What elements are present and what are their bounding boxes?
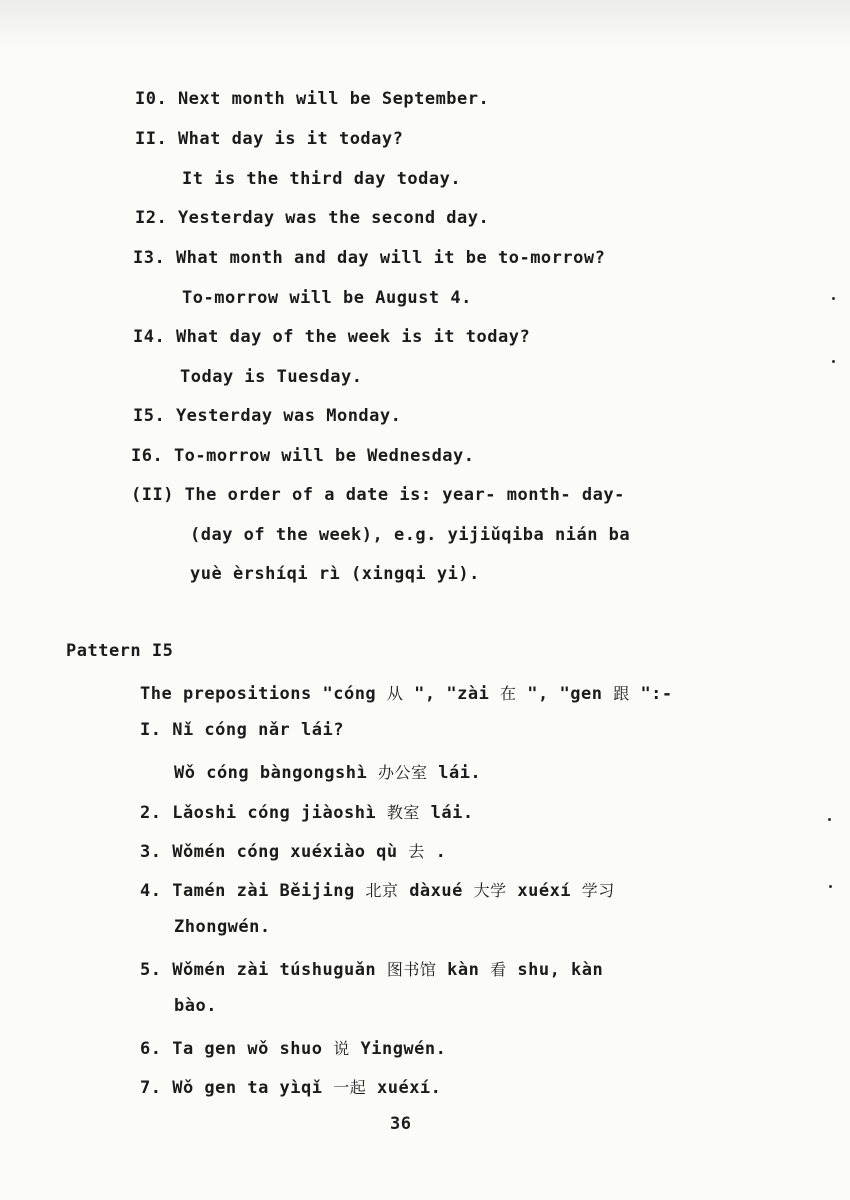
page-edge-shadow — [0, 0, 850, 48]
text-line: I. Nǐ cóng nǎr lái? — [140, 720, 344, 740]
text-line: 6. Ta gen wǒ shuo 说 Yingwén. — [140, 1039, 447, 1059]
text-line: yuè èrshíqi rì (xingqi yi). — [190, 564, 480, 584]
chinese-characters: 去 — [408, 842, 425, 861]
chinese-characters: 大学 — [473, 881, 507, 900]
text-line: Wǒ cóng bàngongshì 办公室 lái. — [174, 763, 482, 783]
scan-speck — [828, 818, 831, 821]
text-line: 5. Wǒmén zài túshuguǎn 图书馆 kàn 看 shu, kàn — [140, 960, 604, 980]
text-line: Today is Tuesday. — [180, 367, 363, 387]
scan-speck — [829, 885, 832, 888]
text-line: I4. What day of the week is it today? — [133, 327, 531, 347]
text-line: 4. Tamén zài Běijing 北京 dàxué 大学 xuéxí 学习 — [140, 881, 615, 901]
chinese-characters: 教室 — [386, 803, 420, 822]
text-line: 2. Lǎoshi cóng jiàoshì 教室 lái. — [140, 803, 474, 823]
text-line: (II) The order of a date is: year- month- day- — [131, 485, 625, 505]
chinese-characters: 跟 — [613, 684, 630, 703]
text-line: To-morrow will be August 4. — [182, 288, 472, 308]
scan-speck — [832, 360, 835, 363]
chinese-characters: 图书馆 — [386, 960, 437, 979]
text-line: I3. What month and day will it be to-morrow? — [133, 248, 606, 268]
text-line: I2. Yesterday was the second day. — [135, 208, 490, 228]
text-line: I0. Next month will be September. — [135, 89, 490, 109]
text-line: II. What day is it today? — [135, 129, 404, 149]
text-line: (day of the week), e.g. yijiǔqiba nián ba — [190, 525, 631, 545]
page-number: 36 — [390, 1114, 412, 1134]
chinese-characters: 看 — [490, 960, 507, 979]
chinese-characters: 在 — [500, 684, 517, 703]
text-line: bào. — [174, 996, 217, 1016]
text-line: It is the third day today. — [182, 169, 462, 189]
chinese-characters: 办公室 — [377, 763, 428, 782]
chinese-characters: 从 — [386, 684, 404, 703]
text-line: The prepositions "cóng 从 ", "zài 在 ", "gen 跟 ":- — [140, 684, 673, 704]
text-line: Zhongwén. — [174, 917, 271, 937]
text-line: Pattern I5 — [66, 641, 174, 661]
chinese-characters: 学习 — [581, 881, 615, 900]
chinese-characters: 北京 — [365, 881, 399, 900]
text-line: I6. To-morrow will be Wednesday. — [131, 446, 475, 466]
text-line: I5. Yesterday was Monday. — [133, 406, 402, 426]
text-line: 7. Wǒ gen ta yìqǐ 一起 xuéxí. — [140, 1078, 442, 1098]
chinese-characters: 说 — [333, 1039, 350, 1058]
chinese-characters: 一起 — [333, 1078, 367, 1097]
scan-speck — [832, 297, 835, 300]
text-line: 3. Wǒmén cóng xuéxiào qù 去 . — [140, 842, 447, 862]
